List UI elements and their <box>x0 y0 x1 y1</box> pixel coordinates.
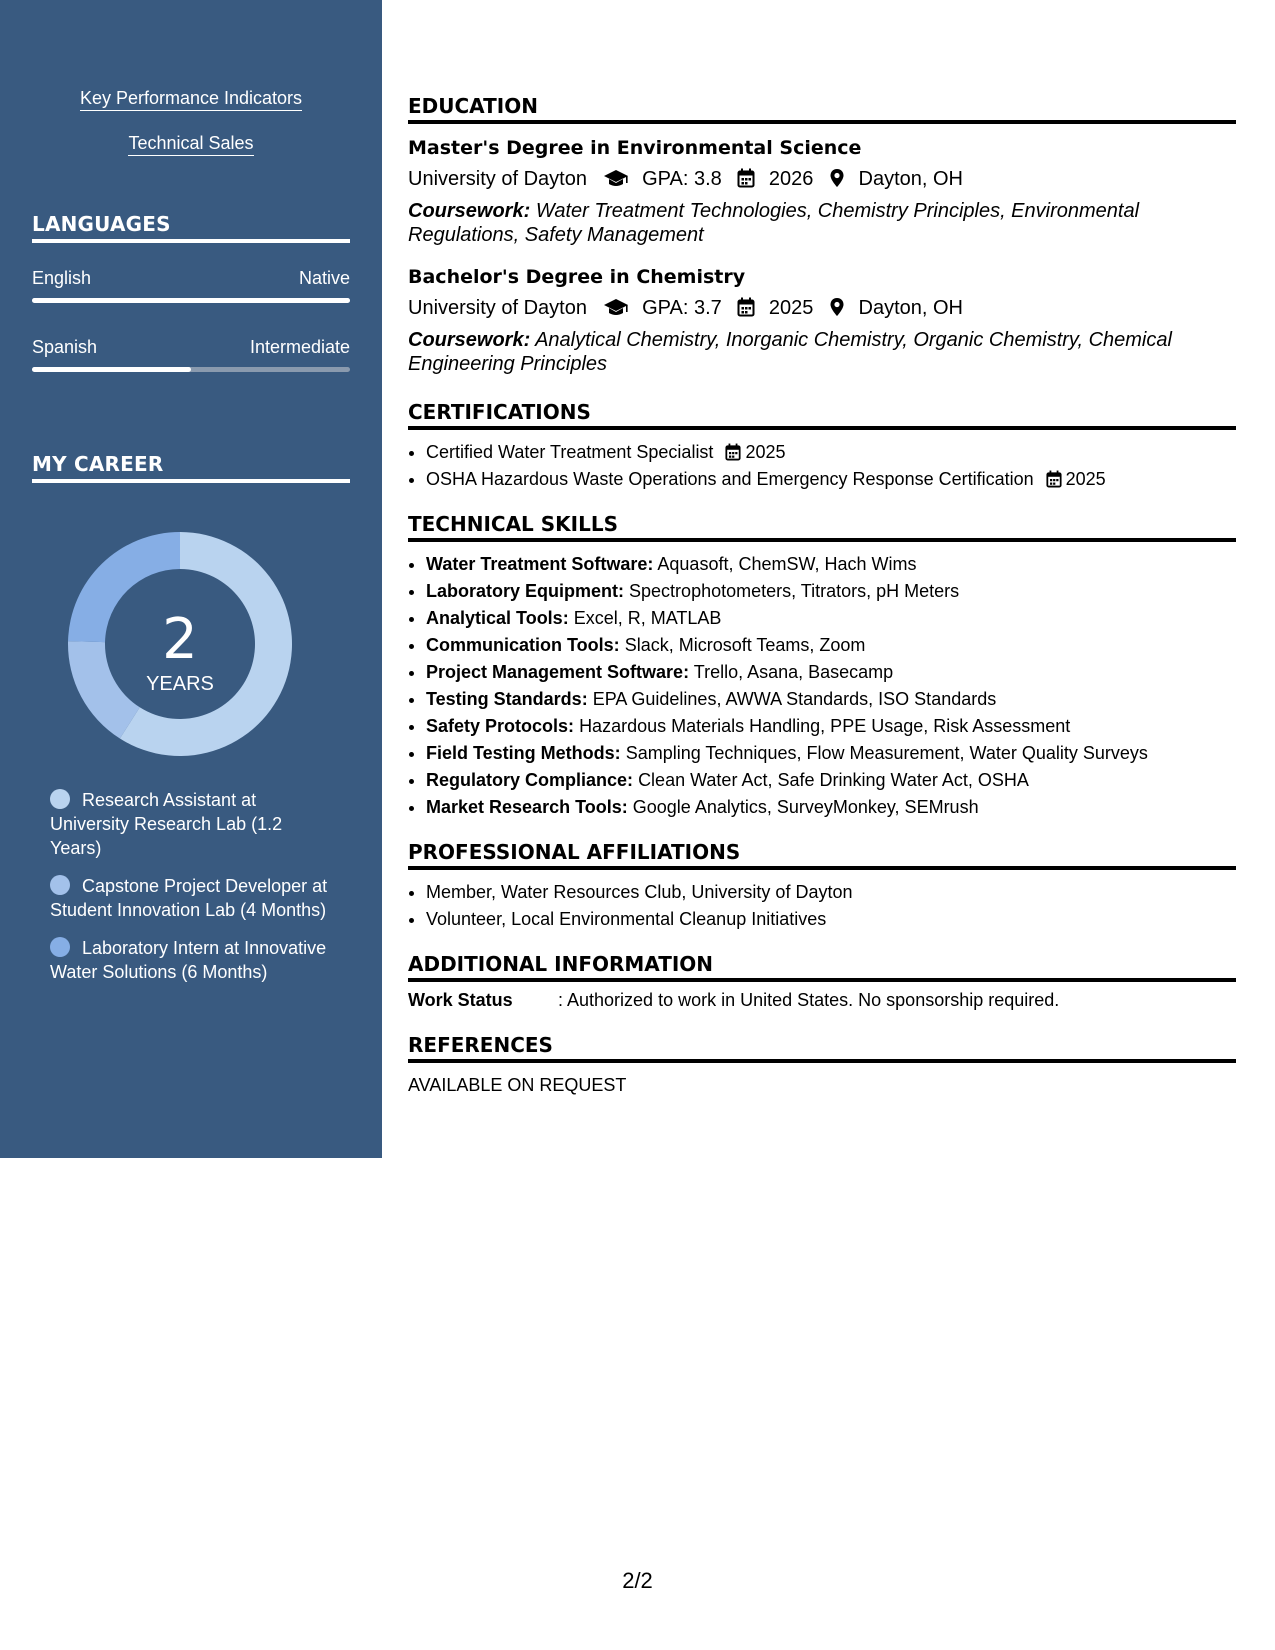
skill-item <box>426 740 1236 767</box>
skill-value: Trello, Asana, Basecamp <box>693 662 894 682</box>
skill-value: Hazardous Materials Handling, PPE Usage, Risk Assessment <box>579 716 1071 736</box>
calendar-icon <box>737 168 755 188</box>
graduation-cap-icon <box>603 168 629 188</box>
coursework-label: Coursework: <box>408 329 531 351</box>
skill-value: Sampling Techniques, Flow Measurement, Water Quality Surveys <box>625 743 1148 763</box>
references-text: AVAILABLE ON REQUEST <box>408 1075 627 1095</box>
skill-label: Project Management Software: <box>426 662 690 682</box>
affiliation-item: • Volunteer, Local Environmental Cleanup Initiatives <box>426 906 1236 933</box>
page-number: 2/2 <box>622 1568 653 1593</box>
degree-coursework <box>408 328 1188 376</box>
certification-item <box>426 439 1236 466</box>
language-level: Intermediate <box>249 337 350 357</box>
coursework-label: Coursework: <box>408 200 531 222</box>
skill-value: Aquasoft, ChemSW, Hach Wims <box>657 554 917 574</box>
certification-year: 2025 <box>745 442 786 462</box>
degree-year: 2025 <box>768 297 814 319</box>
certification-name: OSHA Hazardous Waste Operations and Emergency Response Certification <box>426 469 1034 489</box>
skill-value: Clean Water Act, Safe Drinking Water Act, OSHA <box>638 770 1029 790</box>
career-legend-dot <box>50 937 70 957</box>
skills-list <box>408 551 1236 821</box>
certification-item <box>426 466 1236 493</box>
skill-item <box>426 686 1236 713</box>
skill-label: Regulatory Compliance: <box>426 770 634 790</box>
language-bar <box>32 367 350 372</box>
certification-year: 2025 <box>1065 469 1106 489</box>
language-bar <box>32 298 350 303</box>
skill-label: Safety Protocols: <box>426 716 575 736</box>
graduation-cap-icon <box>603 297 629 317</box>
career-item-label: Capstone Project Developer at Student Innovation Lab (4 Months) <box>50 876 328 920</box>
language-level: Native <box>298 268 350 288</box>
skill-item <box>426 578 1236 605</box>
skill-value: EPA Guidelines, AWWA Standards, ISO Standards <box>592 689 997 709</box>
affiliations-list <box>408 879 1236 933</box>
skill-label: Field Testing Methods: <box>426 743 621 763</box>
coursework-list: Analytical Chemistry, Inorganic Chemistry, Organic Chemistry, Chemical Engineering Principles <box>408 329 1172 375</box>
degree-school: University of Dayton <box>408 168 587 190</box>
career-item-label: Laboratory Intern at Innovative Water Solutions (6 Months) <box>50 938 327 982</box>
work-status-value: : Authorized to work in United States. No sponsorship required. <box>558 990 1060 1010</box>
skill-item <box>426 632 1236 659</box>
education-heading: EDUCATION <box>408 94 1236 124</box>
sidebar-link-kpi[interactable]: Key Performance Indicators <box>0 88 382 109</box>
calendar-icon <box>737 297 755 317</box>
degree-year: 2026 <box>768 168 814 190</box>
calendar-icon <box>725 443 741 461</box>
location-pin-icon <box>829 297 845 317</box>
language-bar-fill <box>32 367 191 372</box>
degree-location: Dayton, OH <box>858 297 963 319</box>
skill-item <box>426 659 1236 686</box>
career-item <box>50 788 330 860</box>
degree-location: Dayton, OH <box>858 168 963 190</box>
skill-value: Excel, R, MATLAB <box>573 608 722 628</box>
career-legend-dot <box>50 875 70 895</box>
language-bar-fill <box>32 298 350 303</box>
languages-heading: LANGUAGES <box>32 212 350 243</box>
affiliations-heading: PROFESSIONAL AFFILIATIONS <box>408 840 1236 870</box>
degree-gpa: GPA: 3.7 <box>642 297 722 319</box>
sidebar-link-technical-sales[interactable]: Technical Sales <box>0 133 382 154</box>
skill-value: Spectrophotometers, Titrators, pH Meters <box>629 581 960 601</box>
degree-title: Master's Degree in Environmental Science <box>408 137 862 159</box>
certifications-heading: CERTIFICATIONS <box>408 400 1236 430</box>
certification-name: Certified Water Treatment Specialist <box>426 442 714 462</box>
degree-meta <box>408 297 963 320</box>
skill-value: Google Analytics, SurveyMonkey, SEMrush <box>632 797 979 817</box>
degree-gpa: GPA: 3.8 <box>642 168 722 190</box>
language-name: Spanish <box>32 337 98 357</box>
career-total: 2 <box>162 607 198 672</box>
skill-item <box>426 794 1236 821</box>
skill-label: Market Research Tools: <box>426 797 628 817</box>
references-heading: REFERENCES <box>408 1033 1236 1063</box>
work-status-label: Work Status <box>408 990 513 1010</box>
skill-item <box>426 713 1236 740</box>
skill-label: Testing Standards: <box>426 689 588 709</box>
career-heading: MY CAREER <box>32 452 350 483</box>
degree-meta <box>408 168 963 191</box>
certifications-list <box>408 439 1236 493</box>
degree-school: University of Dayton <box>408 297 587 319</box>
degree-title: Bachelor's Degree in Chemistry <box>408 266 746 288</box>
affiliation-item: • Member, Water Resources Club, University of Dayton <box>426 879 1236 906</box>
skill-item <box>426 551 1236 578</box>
work-status <box>408 990 1059 1011</box>
sidebar <box>0 0 382 1158</box>
language-name: English <box>32 268 92 288</box>
career-donut-chart <box>62 526 298 762</box>
technical-skills-heading: TECHNICAL SKILLS <box>408 512 1236 542</box>
degree-coursework <box>408 199 1188 247</box>
location-pin-icon <box>829 168 845 188</box>
career-unit: YEARS <box>146 673 214 695</box>
skill-label: Communication Tools: <box>426 635 620 655</box>
skill-item <box>426 767 1236 794</box>
skill-item <box>426 605 1236 632</box>
career-item <box>50 874 330 922</box>
calendar-icon <box>1046 470 1062 488</box>
skill-label: Water Treatment Software: <box>426 554 654 574</box>
skill-label: Analytical Tools: <box>426 608 569 628</box>
career-item-label: Research Assistant at University Research Lab (1.2 Years) <box>50 790 283 858</box>
career-legend-dot <box>50 789 70 809</box>
coursework-list: Water Treatment Technologies, Chemistry Principles, Environmental Regulations, Safety Management <box>408 200 1140 246</box>
additional-info-heading: ADDITIONAL INFORMATION <box>408 952 1236 982</box>
skill-label: Laboratory Equipment: <box>426 581 625 601</box>
career-item <box>50 936 330 984</box>
career-donut-segment <box>68 641 140 738</box>
career-list <box>50 788 330 998</box>
skill-value: Slack, Microsoft Teams, Zoom <box>624 635 866 655</box>
